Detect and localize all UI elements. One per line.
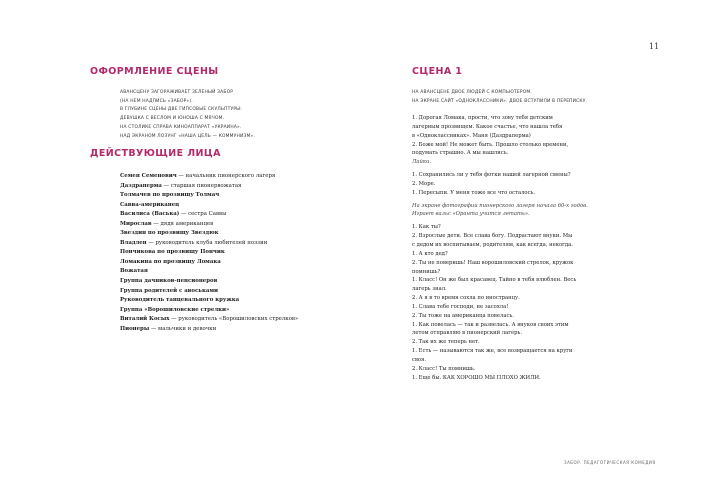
scene-intro-line: НА ЭКРАНЕ САЙТ «ОДНОКЛАССНИКИ». ДВОЕ ВСТУПИЛИ В ПЕРЕПИСКУ. xyxy=(412,98,588,104)
cast-item xyxy=(120,258,298,268)
cast-name: Толмачев по прозвищу Толмач xyxy=(120,192,220,199)
setting-line: АВАНСЦЕНУ ЗАГОРАЖИВАЕТ ЗЕЛЕНЫЙ ЗАБОР xyxy=(120,90,234,95)
dialogue xyxy=(412,114,632,382)
cast-item xyxy=(120,325,298,335)
dialogue-line: 1. Слава тебе господи, не засохла! xyxy=(412,303,509,310)
dialogue-line: 2. Ты тоже на американца повелась. xyxy=(412,312,514,319)
dialogue-line: 1. Сохранились ли у тебя фотки нашей лагерной смены? xyxy=(412,172,571,179)
dialogue-line: подумать страшно. А мы нашлись. xyxy=(412,150,509,157)
dialogue-line: с дедом их воспитываем, родителям, как всегда, некогда. xyxy=(412,241,573,248)
dialogue-line: 1. Пересыпи. У меня тоже все что осталось. xyxy=(412,189,536,196)
dialogue-line: в «Одноклассниках». Маня (Даздраперма) xyxy=(412,132,531,139)
dialogue-line: 1. Есть — называются так же, все возвращается на круги xyxy=(412,348,573,355)
cast-name: Вожатая xyxy=(120,268,148,275)
cast-name: Василиса (Васька) xyxy=(120,211,180,218)
cast-item xyxy=(120,239,298,249)
cast-desc: — старшая пионервожатая xyxy=(161,182,242,189)
setting-line: ДЕВУШКА С ВЕСЛОМ И ЮНОША С МЯЧОМ. xyxy=(120,116,225,122)
dialogue-line: летом отправляю в пионерский лагерь. xyxy=(412,330,523,337)
cast-desc: — начальник пионерского лагеря xyxy=(176,173,276,179)
right-column xyxy=(412,66,630,381)
setting-heading: ОФОРМЛЕНИЕ СЦЕНЫ xyxy=(90,66,219,77)
cast-name: Группа дачников-пенсионеров xyxy=(120,278,218,285)
cast-desc: — руководитель «Ворошиловских стрелков» xyxy=(169,316,299,323)
scene-intro xyxy=(412,89,587,106)
cast-desc: — руководитель клуба любителей поэзии xyxy=(146,239,268,246)
dialogue-line: лагерь знал. xyxy=(412,286,447,293)
cast-desc: — сестра Саввы xyxy=(179,211,227,218)
dialogue-line: 2. Класс! Ты помнишь. xyxy=(412,365,476,372)
cast-item xyxy=(120,296,298,306)
cast-item xyxy=(120,201,298,211)
left-column xyxy=(90,66,360,332)
dialogue-line: 2. А я в то время сохла по иностранцу. xyxy=(412,295,520,302)
cast-name: Семен Семенович xyxy=(120,173,177,179)
cast-desc: — дядя американцев xyxy=(151,220,214,227)
dialogue-line: 1. Еще бы. КАК ХОРОШО МЫ ПЛОХО ЖИЛИ. xyxy=(412,374,541,381)
cast-name: Даздраперма xyxy=(120,182,162,189)
cast-name: Мирослав xyxy=(120,220,152,227)
cast-name: Пионеры xyxy=(120,325,150,332)
cast-name: Пончикова по прозвищу Пончик xyxy=(120,249,225,256)
cast-item xyxy=(120,306,298,316)
cast-heading: ДЕЙСТВУЮЩИЕ ЛИЦА xyxy=(90,148,221,159)
cast-name: Группа родителей с авоськами xyxy=(120,287,219,294)
dialogue-line: помнишь? xyxy=(412,268,441,275)
page-number: 11 xyxy=(649,42,660,51)
dialogue-line: 1. Как ты? xyxy=(412,224,441,231)
cast-item xyxy=(120,248,298,258)
stage-direction: Играет вальс «Оранта учится летать». xyxy=(412,211,530,218)
cast-item xyxy=(120,182,298,192)
dialogue-line: 1. А кто дед? xyxy=(412,250,448,257)
dialogue-line: 1. Дорогая Ломака, прости, что зову тебя детским xyxy=(412,115,553,121)
cast-name: Виталий Косых xyxy=(120,316,170,323)
cast-item xyxy=(120,220,298,230)
cast-name: Группа «Ворошиловские стрелки» xyxy=(120,306,230,313)
dialogue-line: лагерным прозвищем. Какое счастье, что нашла тебя xyxy=(412,123,563,130)
cast-item xyxy=(120,210,298,220)
scene-heading: СЦЕНА 1 xyxy=(412,66,463,77)
stage-direction: Лайки. xyxy=(412,159,432,166)
cast-desc: — мальчики и девочки xyxy=(149,325,217,332)
setting-line: В ГЛУБИНЕ СЦЕНЫ ДВЕ ГИПСОВЫЕ СКУЛЬПТУРЫ: xyxy=(120,107,242,113)
cast-item xyxy=(120,191,298,201)
stage-direction: На экране фотографии пионерского лагеря начала 60-х годов. xyxy=(412,202,588,209)
dialogue-line: 1. Класс! Он же был красавец. Тайно в тебя влюблен. Весь xyxy=(412,277,577,284)
cast-name: Руководитель танцевального кружка xyxy=(120,297,240,304)
scene-intro-line: НА АВАНСЦЕНЕ ДВОЕ ЛЮДЕЙ С КОМПЬЮТЕРОМ. xyxy=(412,90,532,95)
cast-item xyxy=(120,172,298,182)
cast-item xyxy=(120,315,298,325)
setting-line: НА СТОЛИКЕ СПРАВА КИНОАППАРАТ «УКРАИНА». xyxy=(120,124,242,130)
dialogue-line: 2. Море. xyxy=(412,180,436,187)
cast-list xyxy=(120,172,298,334)
cast-name: Ломакина по прозвищу Ломака xyxy=(120,258,221,265)
dialogue-line: своя. xyxy=(412,356,427,363)
dialogue-line: 2. Так их же теперь нет. xyxy=(412,339,480,346)
cast-name: Звездин по прозвищу Звездюк xyxy=(120,230,219,237)
cast-name: Владлен xyxy=(120,239,147,246)
cast-name: Савва-американец xyxy=(120,201,180,208)
dialogue-line: 2. Взрослые дети. Все слава богу. Подрастают внуки. Мы xyxy=(412,233,573,240)
cast-item xyxy=(120,277,298,287)
dialogue-line: 1. Как повелась — так и развелась. А внуков своих этим xyxy=(412,321,569,328)
setting-line: (НА НЕМ НАДПИСЬ «ЗАБОР»). xyxy=(120,98,193,104)
cast-item xyxy=(120,287,298,297)
cast-item xyxy=(120,267,298,277)
dialogue-line: 2. Ты не поверишь! Наш ворошиловский стрелок, кружок xyxy=(412,259,574,266)
setting-description xyxy=(120,89,255,141)
dialogue-line: 2. Боже мой! Не может быть. Прошло столько времени, xyxy=(412,141,569,148)
setting-line: НАД ЭКРАНОМ ЛОЗУНГ «НАША ЦЕЛЬ — КОММУНИЗМ». xyxy=(120,133,255,139)
running-footer: ЗАБОР. ПЕДАГОГИЧЕСКАЯ КОМЕДИЯ xyxy=(564,460,656,465)
cast-item xyxy=(120,229,298,239)
